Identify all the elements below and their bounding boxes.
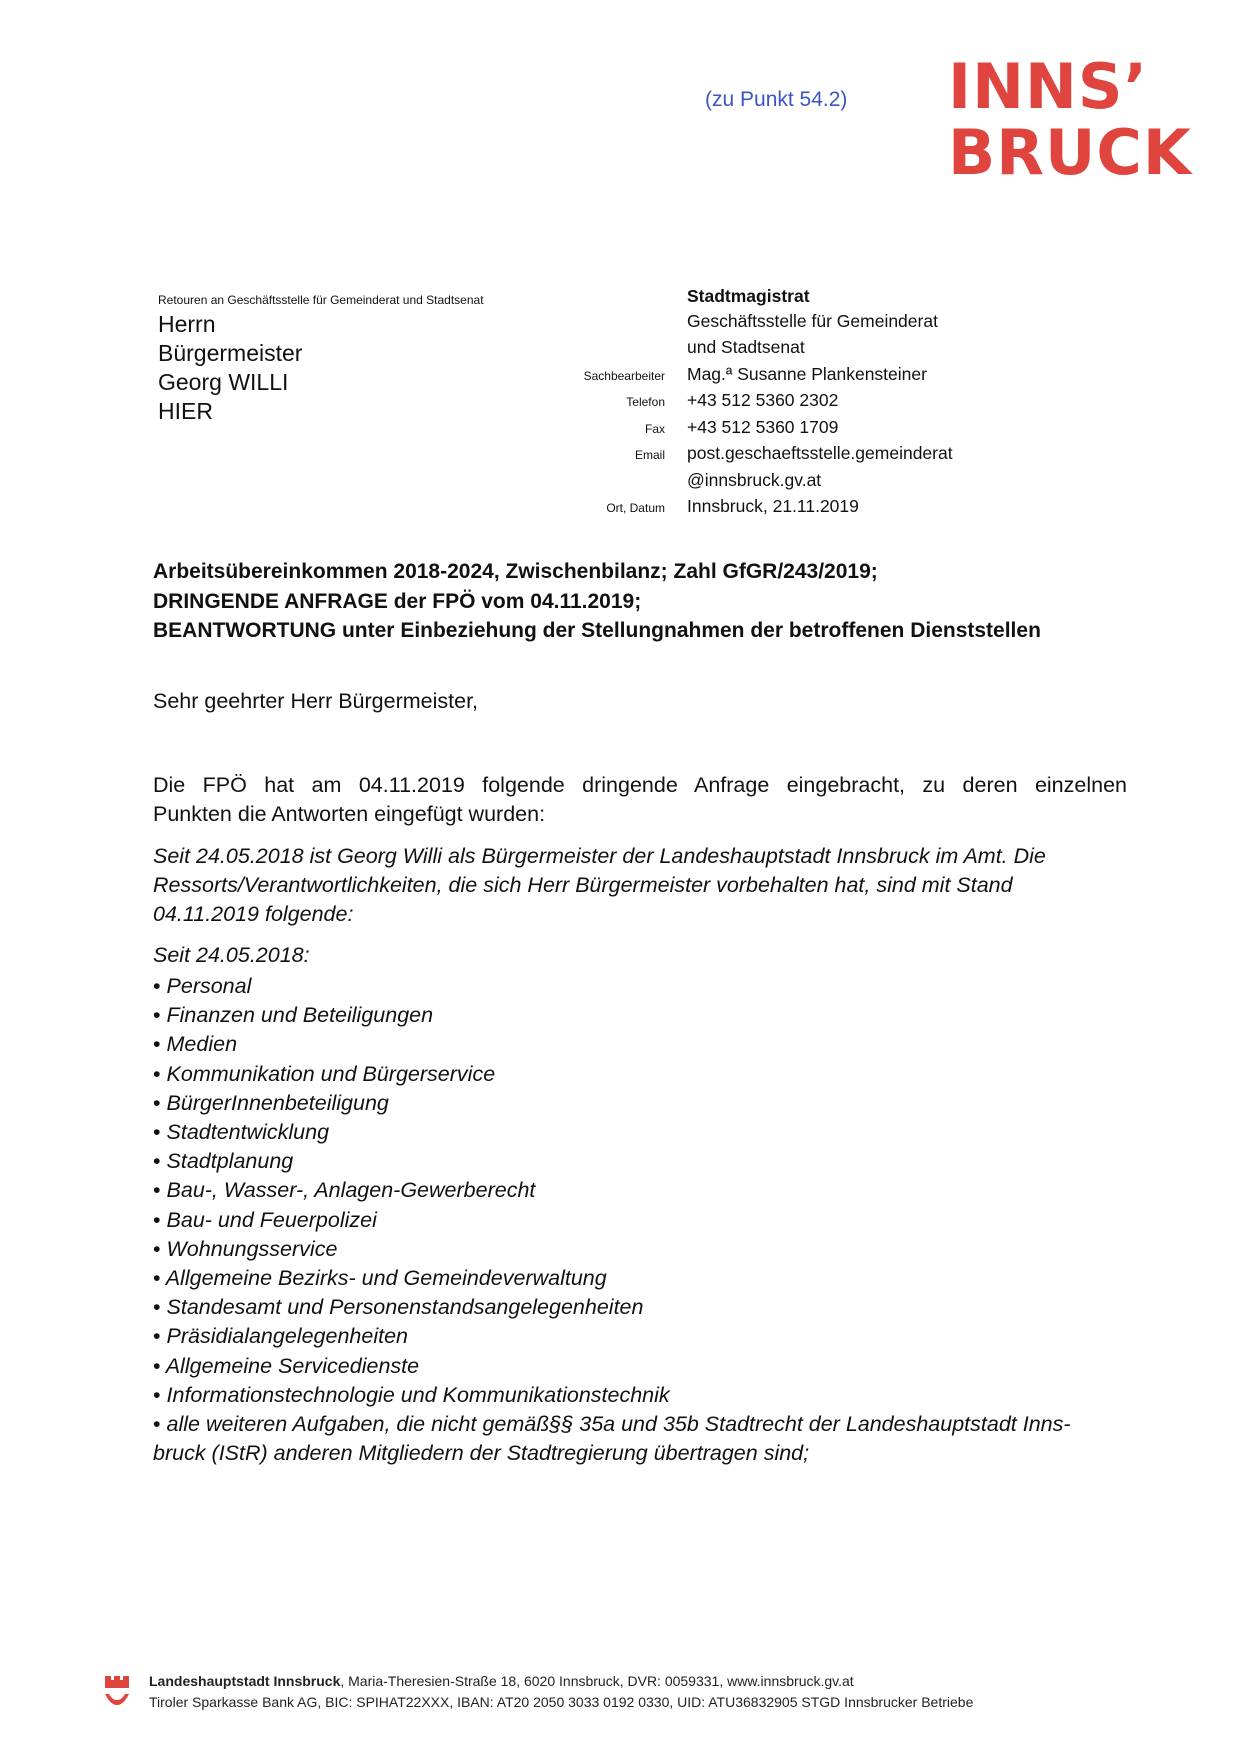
bullet-icon: • — [153, 1090, 161, 1115]
sender-value: Geschäftsstelle für Gemeinderat — [687, 311, 938, 331]
since-label: Seit 24.05.2018: — [153, 943, 310, 967]
return-address: Retouren an Geschäftsstelle für Gemeinderat und Stadtsenat — [158, 293, 484, 307]
sender-email[interactable]: post.geschaeftsstelle.gemeinderat — [687, 443, 953, 463]
bullet-icon: • — [153, 1003, 161, 1028]
list-item: • Personal — [153, 974, 252, 998]
bullet-icon: • — [153, 974, 161, 998]
recipient-salutation: Herrn — [158, 311, 216, 337]
quote-line: Ressorts/Verantwortlichkeiten, die sich Herr Bürgermeister vorbehalten hat, sind mit Stand — [153, 873, 1013, 897]
list-item: • Allgemeine Bezirks- und Gemeindeverwaltung — [153, 1266, 607, 1291]
list-item: • Bau- und Feuerpolizei — [153, 1207, 377, 1232]
sender-row — [0, 496, 1241, 522]
innsbruck-crest-icon — [103, 1672, 131, 1708]
logo-line-2: BRUCK — [948, 116, 1192, 189]
footer-line-2: Tiroler Sparkasse Bank AG, BIC: SPIHAT22XXX, IBAN: AT20 2050 3033 0192 0330, UID: ATU36832905 STGD Innsbrucker Betriebe — [149, 1694, 974, 1710]
bullet-icon: • — [153, 1412, 161, 1437]
list-item: • Medien — [153, 1032, 238, 1057]
list-item: • Finanzen und Beteiligungen — [153, 1003, 434, 1028]
sender-label: Telefon — [626, 395, 665, 409]
sender-title: Stadtmagistrat — [687, 286, 810, 306]
sender-row — [0, 417, 1241, 443]
bullet-icon: • — [153, 1266, 161, 1291]
subject-block — [153, 557, 1041, 646]
subject-line: Arbeitsübereinkommen 2018-2024, Zwischenbilanz; Zahl GfGR/243/2019; — [153, 560, 878, 583]
sender-label: Fax — [644, 422, 665, 436]
list-item: • alle weiteren Aufgaben, die nicht gemäß§§ 35a und 35b Stadtrecht der Landeshauptstadt Inns- — [153, 1412, 1071, 1437]
recipient-title: Bürgermeister — [158, 340, 303, 366]
sender-email-domain[interactable]: @innsbruck.gv.at — [687, 470, 822, 490]
list-item: • Informationstechnologie und Kommunikationstechnik — [153, 1382, 670, 1407]
innsbruck-logo — [948, 50, 1192, 189]
list-item: • Stadtentwicklung — [153, 1120, 330, 1145]
list-item-continuation: bruck (IStR) anderen Mitgliedern der Stadtregierung übertragen sind; — [153, 1441, 810, 1466]
list-item: • Präsidialangelegenheiten — [153, 1324, 408, 1349]
page-footer — [149, 1671, 973, 1713]
intro-paragraph — [153, 771, 1127, 829]
bullet-icon: • — [153, 1236, 161, 1261]
recipient-name: Georg WILLI — [158, 369, 289, 395]
list-item: • Standesamt und Personenstandsangelegenheiten — [153, 1295, 644, 1320]
footer-address: , Maria-Theresien-Straße 18, 6020 Innsbruck, DVR: 0059331, www.innsbruck.gv.at — [340, 1673, 854, 1689]
inquiry-quote — [153, 842, 1127, 929]
list-item: • BürgerInnenbeteiligung — [153, 1090, 389, 1115]
sender-value: Mag.ª Susanne Plankensteiner — [687, 364, 927, 384]
footer-line-1 — [149, 1671, 973, 1692]
list-item: • Bau-, Wasser-, Anlagen-Gewerberecht — [153, 1178, 536, 1203]
subject-line: BEANTWORTUNG unter Einbeziehung der Stellungnahmen der betroffenen Dienststellen — [153, 619, 1041, 642]
list-item: • Wohnungsservice — [153, 1236, 338, 1261]
subject-line: DRINGENDE ANFRAGE der FPÖ vom 04.11.2019; — [153, 589, 642, 613]
sender-value: Innsbruck, 21.11.2019 — [687, 496, 859, 516]
bullet-icon: • — [153, 1353, 161, 1378]
agenda-reference: (zu Punkt 54.2) — [705, 88, 848, 111]
sender-row — [0, 364, 1241, 390]
letter-salutation: Sehr geehrter Herr Bürgermeister, — [153, 689, 479, 713]
sender-row — [0, 311, 1241, 337]
sender-label: Email — [634, 448, 665, 462]
responsibilities-list — [153, 972, 1071, 1468]
bullet-icon: • — [153, 1382, 161, 1407]
list-item: • Stadtplanung — [153, 1149, 294, 1174]
bullet-icon: • — [153, 1295, 161, 1320]
sender-row — [0, 470, 1241, 496]
sender-value: +43 512 5360 1709 — [687, 417, 839, 437]
sender-label: Ort, Datum — [606, 501, 665, 515]
quote-line: 04.11.2019 folgende: — [153, 902, 354, 926]
intro-line: Die FPÖ hat am 04.11.2019 folgende dringende Anfrage eingebracht, zu deren einzelnen — [153, 773, 1127, 797]
sender-row — [0, 337, 1241, 363]
sender-row — [0, 443, 1241, 469]
recipient-location: HIER — [158, 398, 213, 424]
list-item: • Kommunikation und Bürgerservice — [153, 1061, 496, 1086]
bullet-icon: • — [153, 1032, 161, 1057]
logo-line-1: INNS’ — [948, 50, 1149, 123]
bullet-icon: • — [153, 1149, 161, 1174]
footer-org: Landeshauptstadt Innsbruck — [149, 1673, 341, 1689]
bullet-icon: • — [153, 1061, 161, 1086]
intro-line: Punkten die Antworten eingefügt wurden: — [153, 802, 546, 826]
quote-line: Seit 24.05.2018 ist Georg Willi als Bürgermeister der Landeshauptstadt Innsbruck im Amt. Die — [153, 844, 1046, 868]
sender-value: +43 512 5360 2302 — [687, 390, 839, 410]
sender-value: und Stadtsenat — [687, 337, 805, 357]
sender-label: Sachbearbeiter — [583, 369, 665, 383]
bullet-icon: • — [153, 1324, 161, 1349]
bullet-icon: • — [153, 1120, 161, 1145]
sender-row — [0, 390, 1241, 416]
bullet-icon: • — [153, 1207, 161, 1232]
bullet-icon: • — [153, 1178, 161, 1203]
list-item: • Allgemeine Servicedienste — [153, 1353, 420, 1378]
